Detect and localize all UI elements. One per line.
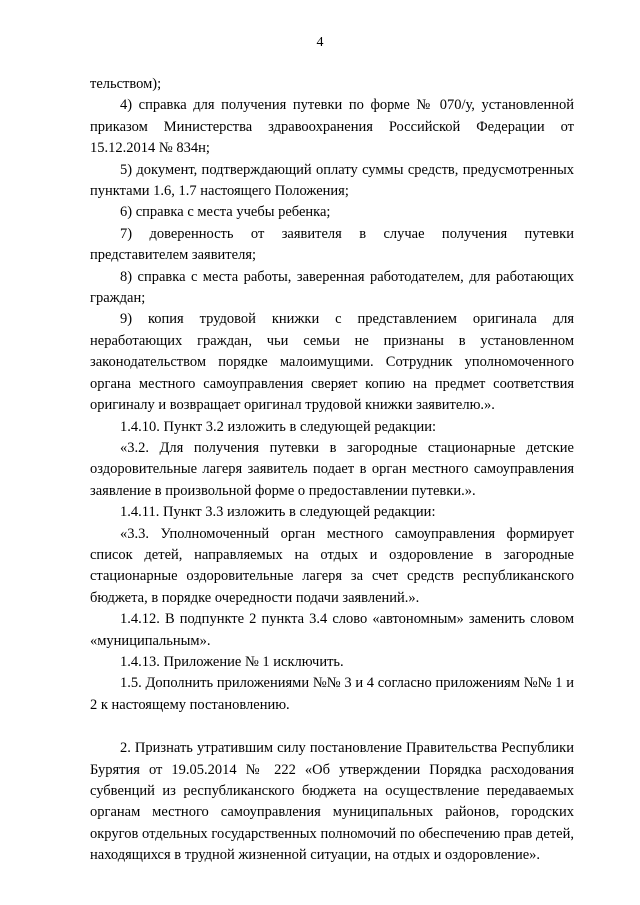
list-item-5: 5) документ, подтверждающий оплату суммы средств, предусмотренных пунктами 1.6, 1.7 настоящего Положения; [90, 161, 574, 200]
clause-1-4-12: 1.4.12. В подпункте 2 пункта 3.4 слово «автономным» заменить словом «муниципальным». [90, 611, 574, 649]
clause-2: 2. Признать утратившим силу постановление Правительства Республики Бурятия от 19.05.2014 № 222 «Об утверждении Порядка расходования субвенций из республиканского бюджета на осуществление передаваемых органам местного самоуправления муниципальных районов, городских округов отдельных государственных полномочий по обеспечению прав детей, находящихся в трудной жизненной ситуации, на отдых и оздоровление». [90, 740, 574, 864]
clause-1-4-13: 1.4.13. Приложение № 1 исключить. [120, 653, 344, 670]
list-item-9: 9) копия трудовой книжки с представлением оригинала для неработающих граждан, чьи семьи не признаны в установленном законодательством порядке малоимущими. Сотрудник уполномоченного органа местного самоуправления сверяет копию на предмет соответствия оригиналу и возвращает оригинал трудовой книжки заявителю.». [90, 311, 574, 414]
clause-1-5: 1.5. Дополнить приложениями №№ 3 и 4 согласно приложениям №№ 1 и 2 к настоящему постановлению. [90, 675, 574, 713]
list-item-7: 7) доверенность от заявителя в случае получения путевки представителем заявителя; [90, 225, 574, 264]
clause-3-2-text: «3.2. Для получения путевки в загородные стационарные детские оздоровительные лагеря заявитель подает в орган местного самоуправления заявление в произвольной форме о предоставлении путевки.». [90, 439, 574, 499]
paragraph-continuation: тельством); [90, 76, 162, 92]
page-number: 4 [316, 35, 324, 50]
list-item-8: 8) справка с места работы, заверенная работодателем, для работающих граждан; [90, 268, 574, 307]
clause-3-3-text: «3.3. Уполномоченный орган местного самоуправления формирует список детей, направляемых на отдых и оздоровление в загородные стационарные оздоровительные лагеря за счет средств республиканского бюджета, в порядке очередности подачи заявлений.». [90, 525, 574, 606]
clause-1-4-11: 1.4.11. Пункт 3.3 изложить в следующей редакции: [120, 504, 436, 521]
list-item-6: 6) справка с места учебы ребенка; [120, 204, 331, 221]
document-body [90, 74, 574, 867]
clause-1-4-10: 1.4.10. Пункт 3.2 изложить в следующей редакции: [120, 418, 437, 435]
list-item-4: 4) справка для получения путевки по форме № 070/у, установленной приказом Министерства здравоохранения Российской Федерации от 15.12.2014 № 834н; [90, 97, 574, 157]
